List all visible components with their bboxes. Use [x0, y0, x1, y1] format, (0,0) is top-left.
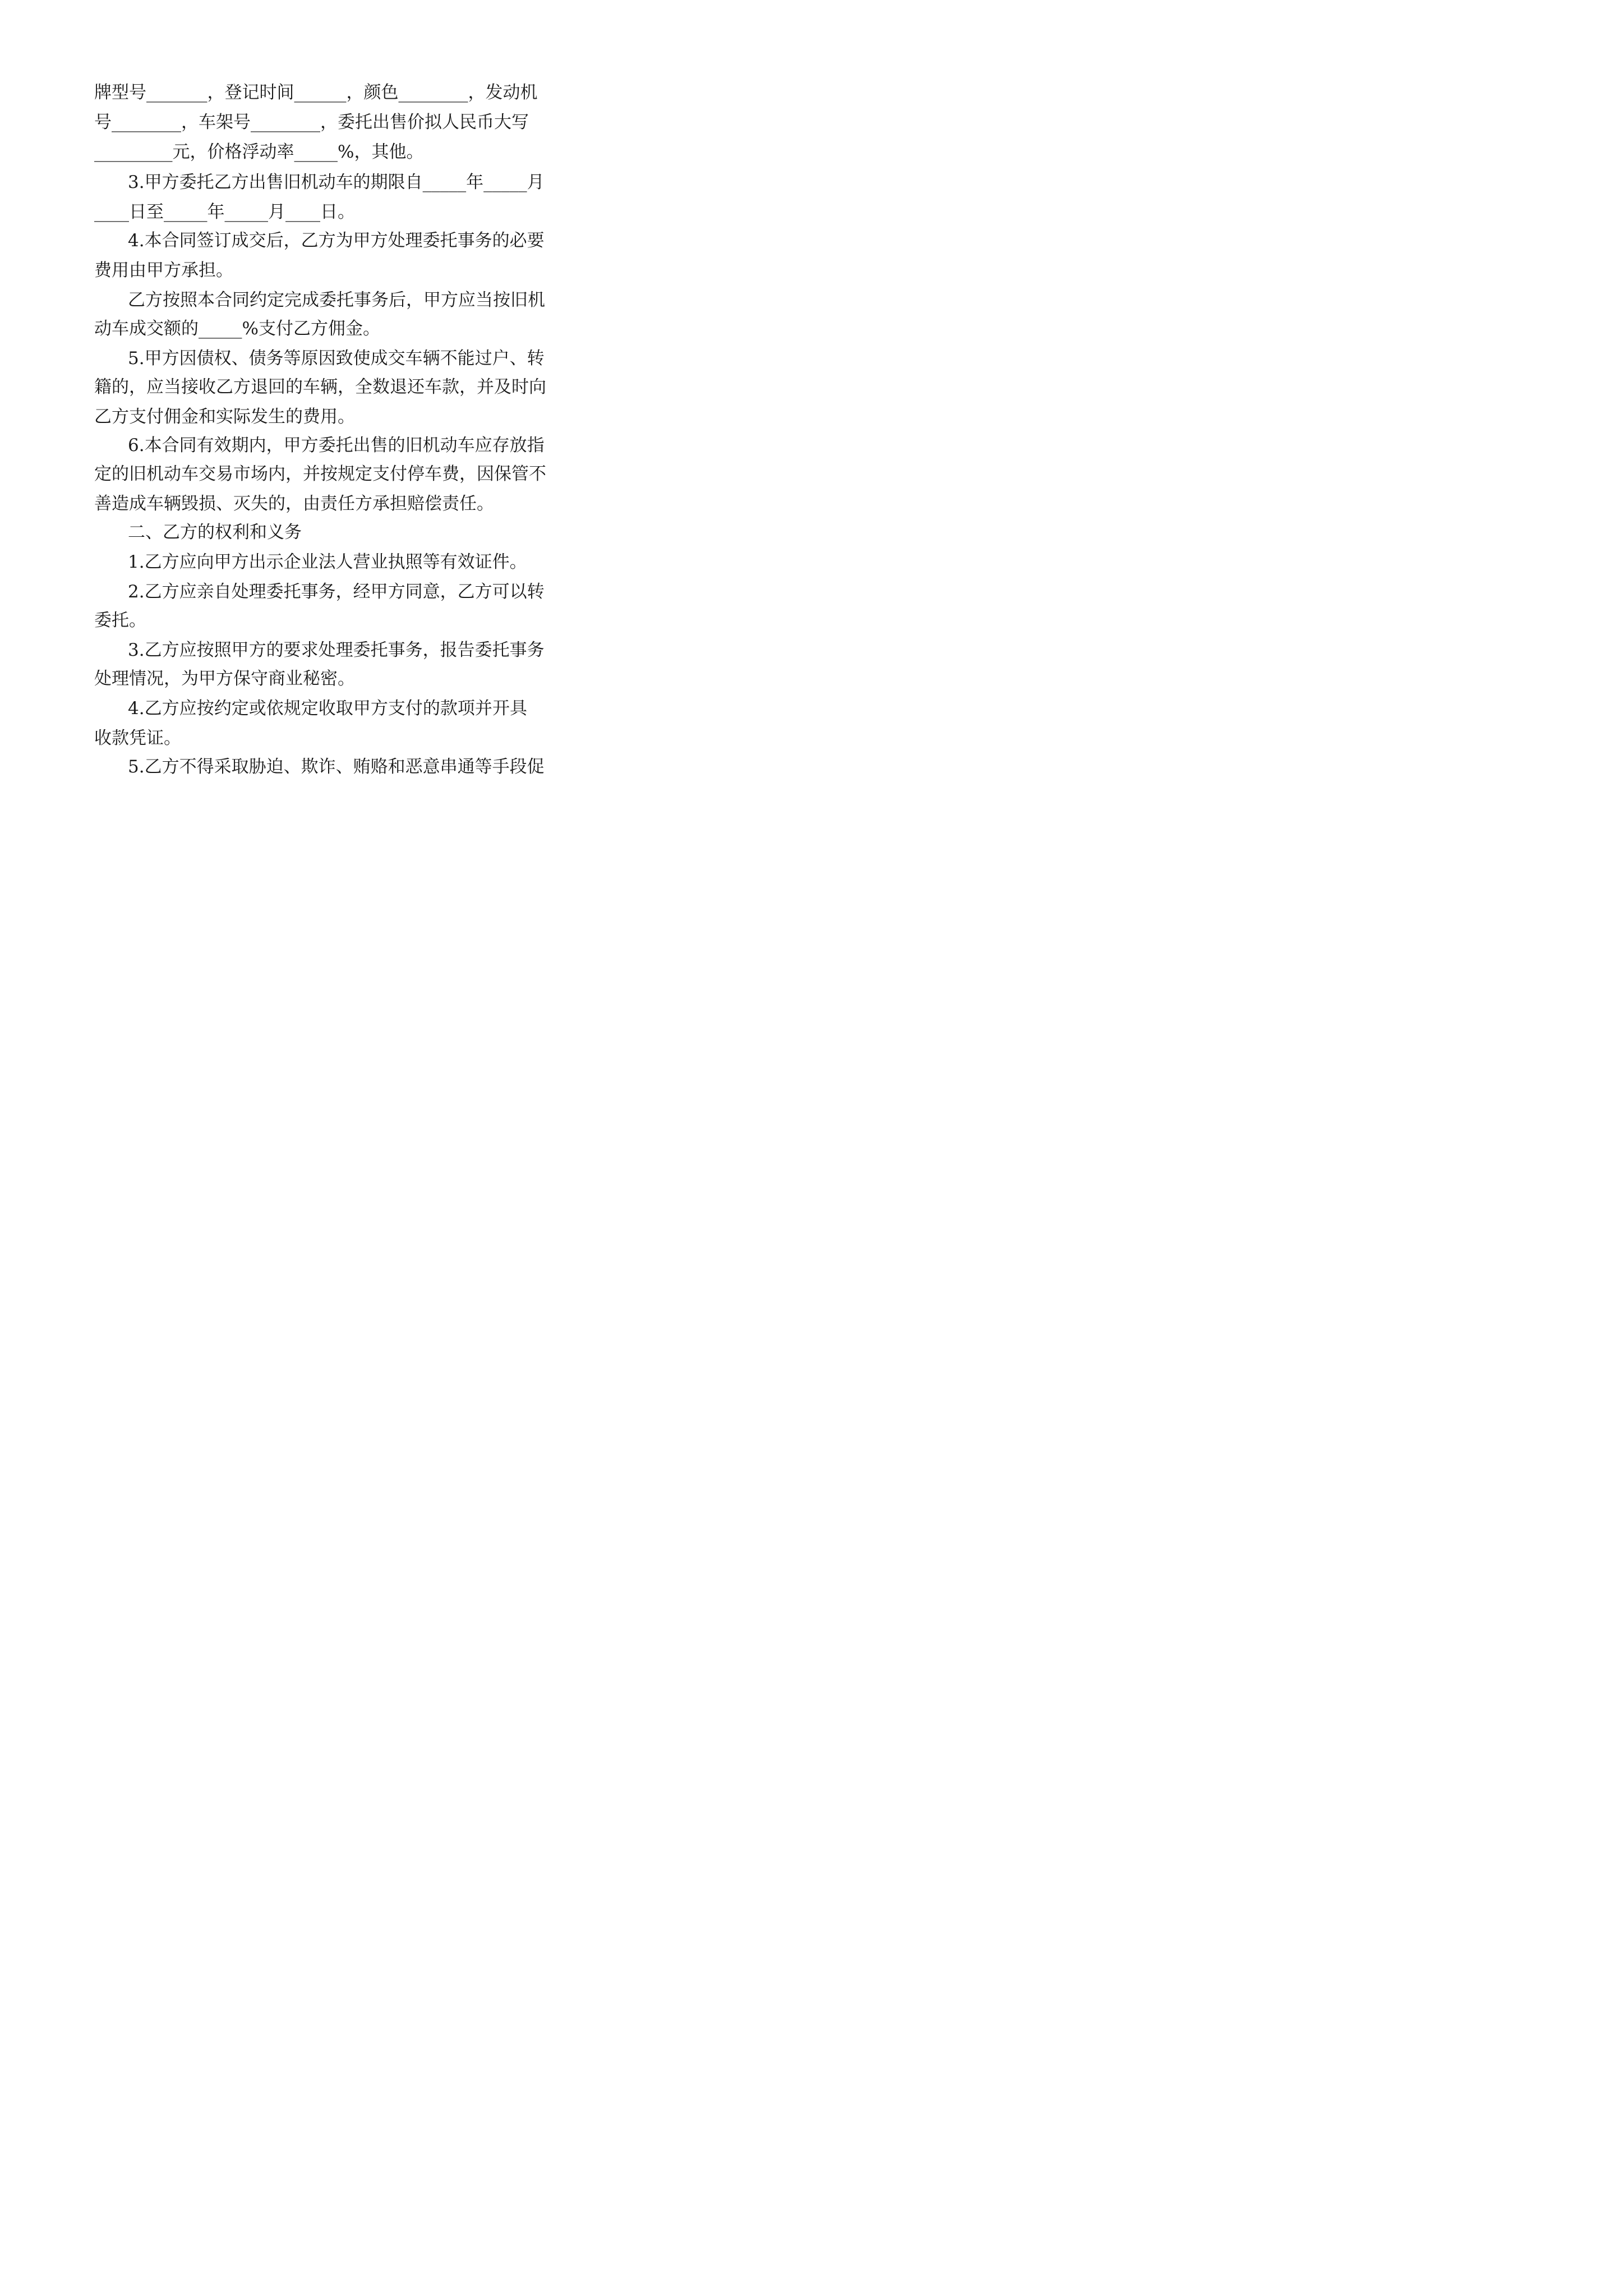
text-line-12: 乙方支付佣金和实际发生的费用。	[94, 407, 355, 427]
text-line-9: 动车成交额的_____%支付乙方佣金。	[94, 319, 380, 339]
text-line-15: 善造成车辆毁损、灭失的，由责任方承担赔偿责任。	[94, 494, 494, 514]
text-line-4: 3 . 甲 方 委 托 乙 方 出 售 旧 机 动 车 的 期 限 自 _ _ _ _ _ 年 _ _ _ _ _ 月	[128, 172, 545, 192]
text-line-14: 定 的 旧 机 动 车 交 易 市 场 内 ， 并 按 规 定 支 付 停 车 费 ， 因 保 管 不	[94, 464, 546, 484]
text-line-1: 牌 型 号 _ _ _ _ _ _ _ ， 登 记 时 间 _ _ _ _ _ _ ， 颜 色 _ _ _ _ _ _ _ _ ， 发 动 机	[94, 82, 538, 103]
text-line-10: 5 . 甲 方 因 债 权 、 债 务 等 原 因 致 使 成 交 车 辆 不 能 过 户 、 转	[128, 348, 545, 369]
text-line-7: 费用由甲方承担。	[94, 260, 233, 280]
text-line-23: 收款凭证。	[94, 728, 181, 748]
text-line-13: 6 . 本 合 同 有 效 期 内 ， 甲 方 委 托 出 售 的 旧 机 动 车 应 存 放 指	[128, 435, 545, 455]
text-line-2: 号 _ _ _ _ _ _ _ _ ， 车 架 号 _ _ _ _ _ _ _ _ ， 委 托 出 售 价 拟 人 民 币 大 写	[94, 112, 529, 132]
text-line-21: 处理情况，为甲方保守商业秘密。	[94, 669, 355, 689]
document-page	[0, 0, 616, 872]
text-line-6: 4 . 本 合 同 签 订 成 交 后 ， 乙 方 为 甲 方 处 理 委 托 事 务 的 必 要	[128, 231, 545, 251]
text-line-22: 4 . 乙 方 应 按 约 定 或 依 规 定 收 取 甲 方 支 付 的 款 项 并 开 具	[128, 698, 527, 719]
text-line-3: _________元，价格浮动率_____%，其他。	[94, 142, 424, 162]
section-heading: 二、乙方的权利和义务	[128, 522, 302, 542]
text-line-11: 籍 的 ， 应 当 接 收 乙 方 退 回 的 车 辆 ， 全 数 退 还 车 款 ， 并 及 时 向	[94, 377, 546, 397]
text-line-18: 2 . 乙 方 应 亲 自 处 理 委 托 事 务 ， 经 甲 方 同 意 ， 乙 方 可 以 转	[128, 582, 545, 602]
text-line-19: 委托。	[94, 610, 146, 631]
text-line-17: 1.乙方应向甲方出示企业法人营业执照等有效证件。	[128, 552, 527, 572]
text-line-8: 乙 方 按 照 本 合 同 约 定 完 成 委 托 事 务 后 ， 甲 方 应 当 按 旧 机	[128, 290, 545, 310]
text-line-20: 3 . 乙 方 应 按 照 甲 方 的 要 求 处 理 委 托 事 务 ， 报 告 委 托 事 务	[128, 640, 545, 660]
text-line-24: 5 . 乙 方 不 得 采 取 胁 迫 、 欺 诈 、 贿 赂 和 恶 意 串 通 等 手 段 促	[128, 757, 545, 777]
text-line-5: ____日至_____年_____月____日。	[94, 202, 355, 222]
